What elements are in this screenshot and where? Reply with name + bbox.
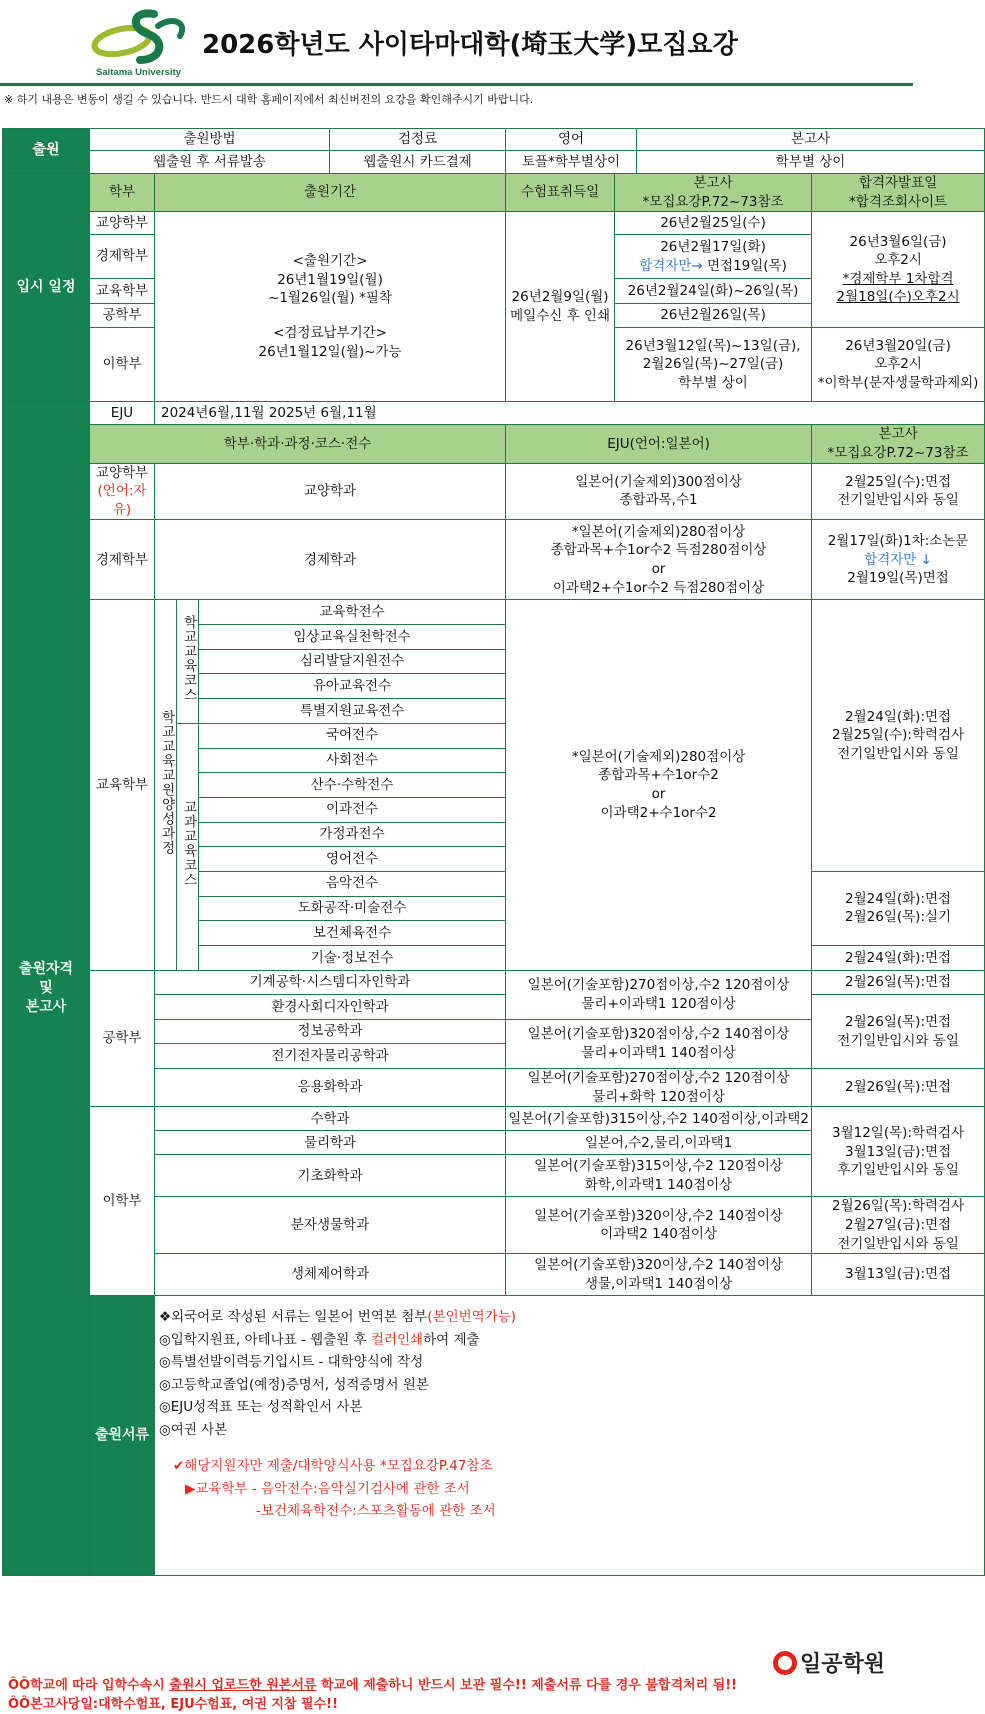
- sci-eju: 일본어,수2,물리,이과택1: [506, 1131, 812, 1155]
- eng-major: 기계공학·시스템디자인학과: [155, 970, 506, 995]
- sci-major: 생체제어학과: [155, 1254, 506, 1296]
- edu-major: 보건체육전수: [199, 921, 506, 946]
- eng-exam: 2월26일(목):면접: [812, 970, 985, 995]
- quals-h-dept: 학부·학과·과정·코스·전수: [90, 425, 506, 463]
- edu-major: 음악전수: [199, 871, 506, 896]
- sci-major: 수학과: [155, 1107, 506, 1131]
- edu-major: 산수·수학전수: [199, 773, 506, 798]
- academy-brand: 일공학원: [773, 1647, 885, 1678]
- edu-course-school: 학교교육코스: [177, 600, 199, 723]
- eng-eju: 일본어(기술포함)270점이상,수2 120점이상 물리+화학 120점이상: [506, 1069, 812, 1107]
- schedule-dept: 공학부: [90, 304, 155, 328]
- econ-major: 경제학과: [155, 520, 506, 600]
- footer-line-1: ÔÔ학교에 따라 입학수속시 출원시 업로드한 원본서류 학교에 제출하니 반드시 보관 필수!! 제출서류 다를 경우 불합격처리 됨!!: [8, 1678, 738, 1693]
- schedule-period: <출원기간> 26년1월19일(월) ~1월26일(월) *필착 <검정료납부기간> 26년1월12일(월)~가능: [155, 212, 506, 402]
- sci-eju: 일본어(기술포함)320이상,수2 140점이상 생물,이과택1 140점이상: [506, 1254, 812, 1296]
- eng-exam: 2월26일(목):면접: [812, 1069, 985, 1107]
- docs-content: ❖외국어로 작성된 서류는 일본어 번역본 첨부(본인번역가능) ◎입학지원표, 아테나표 - 웹출원 후 컬러인쇄하여 제출 ◎특별선발이력등기입시트 - 대학양식에 작성 ◎고등학교졸업(예정)증명서, 성적증명서 원본 ◎EJU성적표 또는 성적확인서 사본 ◎여권 사본 ✔해당지원자만 제출/대학양식사용 *모집요강P.47참조 ▶교육학부 - 음악전수:음악실기검사에 관한 조서 -보건체육학전수:스포츠활동에 관한 조서: [155, 1296, 985, 1576]
- econ-eju: *일본어(기술제외)280점이상 종합과목+수1or수2 득점280점이상 or 이과택2+수1or수2 득점280점이상: [506, 520, 812, 600]
- docs-label: 출원서류: [90, 1296, 155, 1576]
- sci-major: 물리학과: [155, 1131, 506, 1155]
- page-header: [0, 0, 913, 86]
- admission-table: [2, 128, 985, 1576]
- edu-major: 기술·정보전수: [199, 946, 506, 971]
- eng-exam: 2월26일(목):면접 전기일반입시와 동일: [812, 995, 985, 1069]
- schedule-label: 입시 일정: [3, 174, 90, 402]
- university-logo: [92, 6, 197, 78]
- edu-major: 영어전수: [199, 847, 506, 872]
- academy-logo-icon: [773, 1651, 797, 1675]
- schedule-dept: 경제학부: [90, 235, 155, 279]
- schedule-h-ticket: 수험표취득일: [506, 174, 615, 212]
- edu-major: 국어전수: [199, 723, 506, 748]
- page-title: 2026학년도 사이타마대학(埼玉大学)모집요강: [202, 30, 738, 60]
- apply-label: 출원: [3, 129, 90, 174]
- edu-major: 교육학전수: [199, 600, 506, 625]
- edu-course-subject: 교과교육코스: [177, 723, 199, 970]
- footer-line-2: ÔÔ본고사당일:대학수험표, EJU수험표, 여권 지참 필수!!: [8, 1697, 339, 1712]
- schedule-result: 26년3월20일(금) 오후2시 *이학부(분자생물학과제외): [812, 328, 985, 402]
- schedule-h-exam: 본고사 *모집요강P.72~73참조: [615, 174, 812, 212]
- apply-h1: 출원방법: [90, 129, 330, 151]
- quals-h-exam: 본고사 *모집요강P.72~73참조: [812, 425, 985, 463]
- edu-major: 특별지원교육전수: [199, 699, 506, 724]
- gyoyang-exam: 2월25일(수):면접 전기일반입시와 동일: [812, 463, 985, 520]
- schedule-exam: 26년2월24일(화)~26일(목): [615, 279, 812, 304]
- eju-label: EJU: [90, 402, 155, 425]
- eng-dept: 공학부: [90, 970, 155, 1107]
- eju-dates: 2024년6월,11월 2025년 6월,11월: [155, 402, 985, 425]
- schedule-ticket: 26년2월9일(월) 메일수신 후 인쇄: [506, 212, 615, 402]
- schedule-dept: 이학부: [90, 328, 155, 402]
- schedule-exam: 26년2월26일(목): [615, 304, 812, 328]
- apply-h2: 검정료: [330, 129, 506, 151]
- sci-exam: 3월12일(목):학력검사 3월13일(금):면접 후기일반입시와 동일: [812, 1107, 985, 1197]
- apply-v3: 토플*학부별상이: [506, 151, 637, 174]
- svg-text:Saitama University: Saitama University: [96, 67, 182, 78]
- gyoyang-eju: 일본어(기술제외)300점이상 종합과목,수1: [506, 463, 812, 520]
- schedule-exam: 26년2월25일(수): [615, 212, 812, 235]
- gyoyang-major: 교양학과: [155, 463, 506, 520]
- schedule-h-period: 출원기간: [155, 174, 506, 212]
- disclaimer-note: ※ 하기 내용은 변동이 생길 수 있습니다. 반드시 대학 홈페이지에서 최신버전의 요강을 확인해주시기 바랍니다.: [4, 93, 534, 106]
- schedule-exam: 26년3월12일(목)~13일(금), 2월26일(목)~27일(금) 학부별 상이: [615, 328, 812, 402]
- edu-exam: 2월24일(화):면접: [812, 946, 985, 971]
- schedule-result: 26년3월6일(금) 오후2시 *경제학부 1차합격 2월18일(수)오후2시: [812, 212, 985, 328]
- apply-v2: 웹출원시 카드결제: [330, 151, 506, 174]
- quals-label: 출원자격 및 본고사: [3, 402, 90, 1576]
- gyoyang-dept: 교양학부 (언어:자유): [90, 463, 155, 520]
- edu-eju: *일본어(기술제외)280점이상 종합과목+수1or수2 or 이과택2+수1or수2: [506, 600, 812, 970]
- edu-major: 가정과전수: [199, 822, 506, 847]
- eng-eju: 일본어(기술포함)320점이상,수2 140점이상 물리+이과택1 140점이상: [506, 1019, 812, 1068]
- schedule-dept: 교양학부: [90, 212, 155, 235]
- apply-h3: 영어: [506, 129, 637, 151]
- edu-major: 사회전수: [199, 748, 506, 773]
- edu-major: 심리발달지원전수: [199, 649, 506, 674]
- eng-major: 전기전자물리공학과: [155, 1044, 506, 1069]
- eng-eju: 일본어(기술포함)270점이상,수2 120점이상 물리+이과택1 120점이상: [506, 970, 812, 1019]
- apply-v4: 학부별 상이: [637, 151, 985, 174]
- eng-major: 응용화학과: [155, 1069, 506, 1107]
- schedule-exam: 26년2월17일(화) 합격자만→ 면접19일(목): [615, 235, 812, 279]
- apply-v1: 웹출원 후 서류발송: [90, 151, 330, 174]
- edu-exam: 2월24일(화):면접 2월26일(목):실기: [812, 871, 985, 945]
- econ-dept: 경제학부: [90, 520, 155, 600]
- econ-exam: 2월17일(화)1차:소논문 합격자만 ↓ 2월19일(목)면접: [812, 520, 985, 600]
- sci-eju: 일본어(기술포함)315이상,수2 120점이상 화학,이과택1 140점이상: [506, 1155, 812, 1197]
- edu-exam: 2월24일(화):면접 2월25일(수):학력검사 전기일반입시와 동일: [812, 600, 985, 872]
- sci-major: 분자생물학과: [155, 1197, 506, 1254]
- quals-h-eju: EJU(언어:일본어): [506, 425, 812, 463]
- sci-major: 기초화학과: [155, 1155, 506, 1197]
- edu-major: 도화공작·미술전수: [199, 896, 506, 921]
- sci-eju: 일본어(기술포함)320이상,수2 140점이상 이과택2 140점이상: [506, 1197, 812, 1254]
- eng-major: 정보공학과: [155, 1019, 506, 1044]
- sci-exam: 2월26일(목):학력검사 2월27일(금):면접 전기일반입시와 동일: [812, 1197, 985, 1254]
- sci-eju: 일본어(기술포함)315이상,수2 140점이상,이과택2: [506, 1107, 812, 1131]
- sci-exam: 3월13일(금):면접: [812, 1254, 985, 1296]
- sci-dept: 이학부: [90, 1107, 155, 1296]
- edu-major: 임상교육실천학전수: [199, 625, 506, 650]
- schedule-h-result: 합격자발표일 *합격조회사이트: [812, 174, 985, 212]
- schedule-h-dept: 학부: [90, 174, 155, 212]
- schedule-dept: 교육학부: [90, 279, 155, 304]
- apply-h4: 본고사: [637, 129, 985, 151]
- edu-program: 학교교육교원양성과정: [155, 600, 177, 970]
- edu-major: 이과전수: [199, 797, 506, 822]
- edu-major: 유아교육전수: [199, 674, 506, 699]
- eng-major: 환경사회디자인학과: [155, 995, 506, 1020]
- edu-dept: 교육학부: [90, 600, 155, 970]
